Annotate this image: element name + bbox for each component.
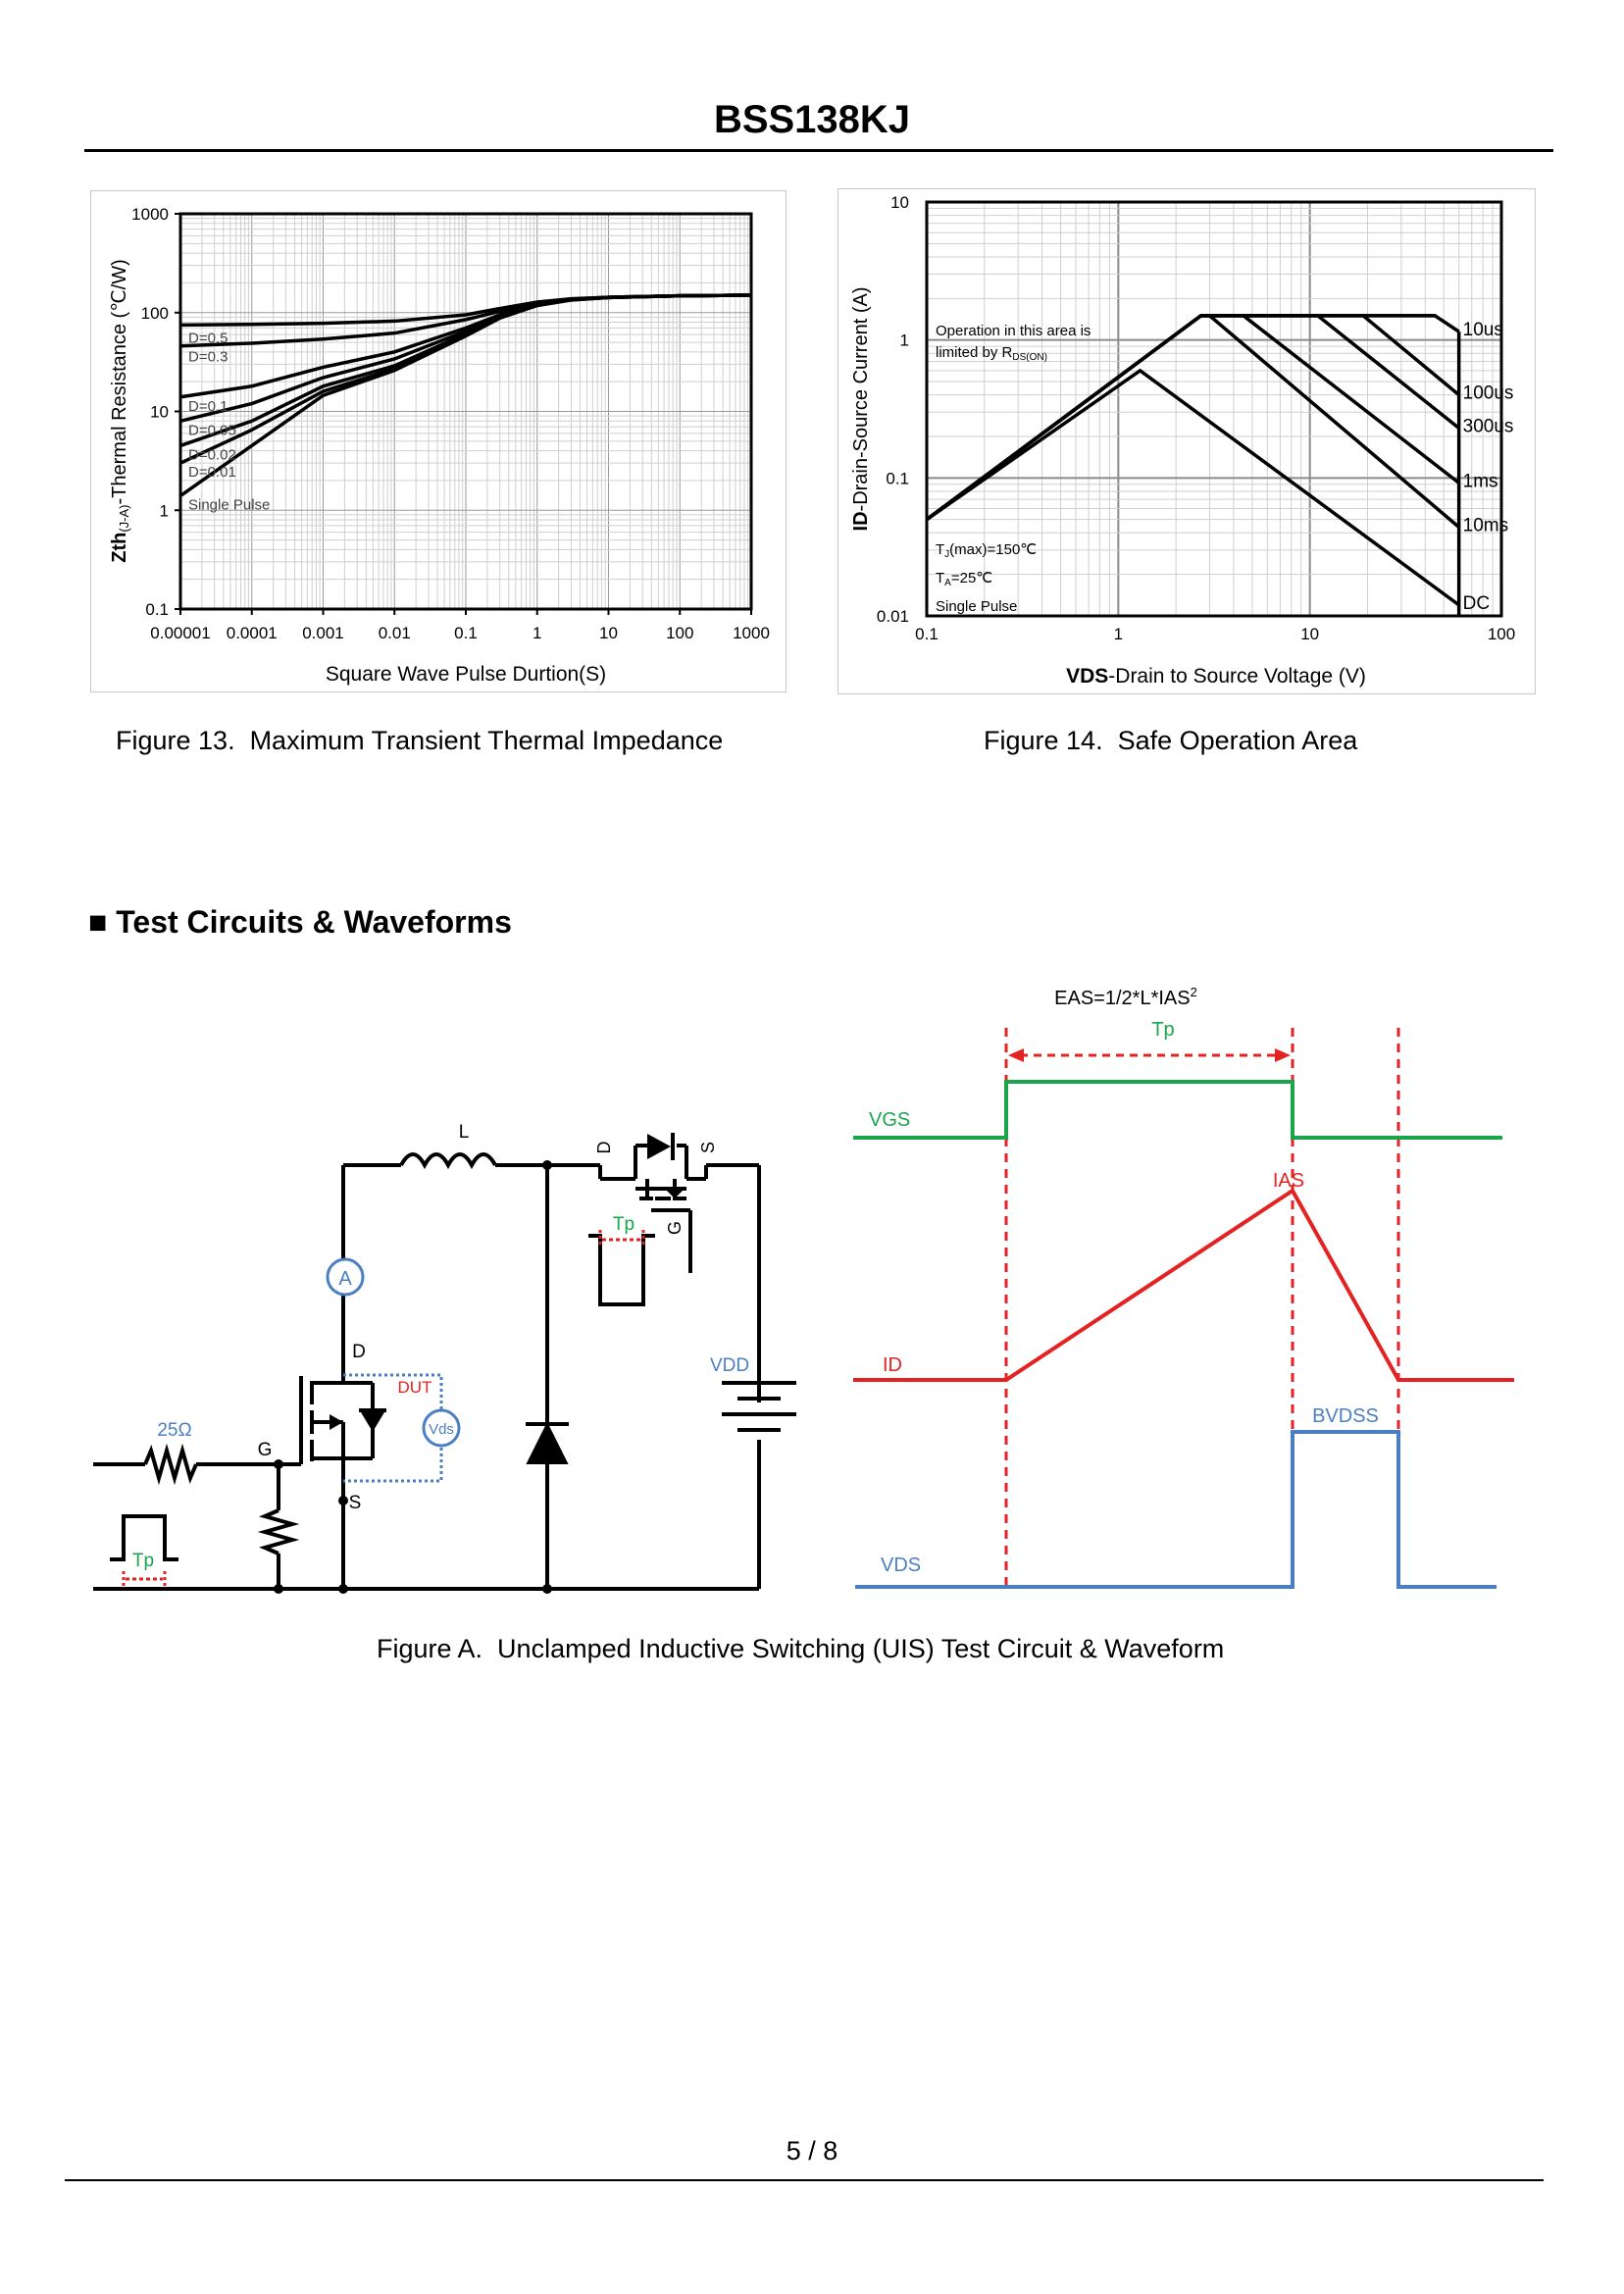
series-label: D=0.01 [188, 464, 236, 482]
ias-label: IAS [1272, 1170, 1305, 1192]
ammeter-label: A [338, 1268, 352, 1290]
aux-pulse-label: Tp [612, 1214, 635, 1235]
series-label: DC [1462, 592, 1491, 614]
aux-diode [647, 1134, 671, 1159]
dut-body-diode [361, 1410, 384, 1430]
x-tick-label: 0.001 [302, 624, 344, 642]
bvdss-label: BVDSS [1312, 1405, 1379, 1427]
x-tick-label: 10 [1300, 625, 1320, 643]
series-label: D=0.3 [188, 348, 228, 366]
vgs-label: VGS [869, 1109, 911, 1131]
y-tick-label: 1 [899, 331, 909, 350]
freewheel-diode [528, 1424, 567, 1463]
thermal-impedance-chart [90, 190, 787, 692]
junction-dot [338, 1496, 348, 1505]
figure-13 [90, 190, 787, 692]
series-label: 100us [1462, 382, 1514, 404]
voltmeter-label: Vds [429, 1421, 454, 1438]
safe-operating-area-chart [837, 188, 1536, 694]
aux-source-label: S [698, 1141, 718, 1154]
x-tick-label: 0.01 [378, 624, 411, 642]
inductor-label: L [458, 1122, 470, 1143]
source-label: S [348, 1493, 362, 1513]
soa-rds-note-line1: Operation in this area is [936, 323, 1091, 339]
x-tick-label: 1000 [733, 624, 770, 642]
resistor-zigzag [145, 1451, 196, 1478]
y-tick-label: 0.1 [145, 600, 169, 619]
figure-14 [837, 188, 1536, 694]
vds-trace [855, 1432, 1497, 1587]
soa-rds-note-line2: limited by $R_{DS(ON)}$ [936, 344, 1047, 363]
series-label: 300us [1462, 416, 1514, 437]
junction-dot [338, 1584, 348, 1594]
series-label: D=0.05 [188, 422, 236, 439]
figure-13-caption: Figure 13. Maximum Transient Thermal Impedance [116, 726, 724, 755]
tp-label: Tp [1151, 1019, 1175, 1041]
x-axis-title: Square Wave Pulse Durtion(S) [325, 663, 607, 686]
figure-a-caption: Figure A. Unclamped Inductive Switching (UIS) Test Circuit & Waveform [377, 1634, 1225, 1663]
series-label: 1ms [1462, 471, 1498, 492]
x-tick-label: 0.0001 [226, 624, 278, 642]
dut-label: DUT [397, 1378, 432, 1397]
dut-arrow [330, 1414, 343, 1430]
id-label: ID [883, 1354, 902, 1376]
vds-label: VDS [881, 1555, 922, 1576]
aux-drain-label: D [594, 1141, 614, 1154]
y-tick-label: 1000 [131, 205, 169, 224]
uis-test-figure [0, 971, 1624, 1657]
id-trace [853, 1191, 1514, 1380]
x-tick-label: 0.1 [915, 625, 939, 643]
pulse-label: Tp [131, 1551, 155, 1571]
junction-dot [274, 1459, 283, 1469]
y-tick-label: 0.01 [876, 607, 909, 626]
series-label: 10us [1462, 320, 1503, 341]
x-axis-title: VDS-Drain to Source Voltage (V) [1066, 665, 1366, 688]
resistor-label: 25Ω [157, 1420, 192, 1441]
x-tick-label: 0.1 [454, 624, 478, 642]
x-tick-label: 0.00001 [150, 624, 211, 642]
uis-test-circuit [93, 1146, 796, 1589]
y-axis-title: ID-Drain-Source Current (A) [850, 286, 872, 532]
x-tick-label: 100 [1487, 625, 1516, 643]
vgs-trace [853, 1082, 1502, 1138]
junction-dot [542, 1584, 552, 1594]
junction-dot [274, 1584, 283, 1594]
series-label: Single Pulse [188, 496, 271, 514]
junction-dot [542, 1160, 552, 1170]
y-tick-label: 10 [150, 402, 169, 422]
series-label: D=0.1 [188, 397, 228, 415]
x-tick-label: 1 [533, 624, 542, 642]
soa-condition-ta: $T_A=25℃$ [936, 570, 993, 588]
soa-condition-tj: $T_J(\max)=150℃$ [936, 541, 1038, 560]
series-label: 10ms [1462, 515, 1509, 536]
aux-gate-label: G [665, 1220, 685, 1236]
header-rule [84, 149, 1553, 152]
soa-condition-pulse: Single Pulse [936, 598, 1018, 615]
eas-formula: $EAS=1/2*L*IAS^2$ [1054, 985, 1197, 1009]
gate-label: G [257, 1440, 273, 1460]
y-tick-label: 100 [140, 303, 169, 323]
section-heading: ■ Test Circuits & Waveforms [88, 904, 512, 940]
inductor-coil [401, 1154, 495, 1165]
footer-rule [65, 2179, 1544, 2181]
vdd-label: VDD [709, 1355, 750, 1376]
figure-14-caption: Figure 14. Safe Operation Area [984, 726, 1358, 755]
gate-resistor-zigzag [265, 1510, 292, 1554]
y-axis-title: Zth(J-A)-Thermal Resistance (℃/W) [109, 259, 131, 563]
x-tick-label: 1 [1113, 625, 1124, 643]
drain-label: D [352, 1342, 366, 1362]
y-tick-label: 10 [890, 193, 909, 212]
series-label: D=0.02 [188, 446, 236, 464]
x-tick-label: 100 [666, 624, 694, 642]
x-tick-label: 10 [599, 624, 618, 642]
series-label: D=0.5 [188, 330, 228, 347]
uis-waveform [853, 1028, 1514, 1591]
document-title: BSS138KJ [713, 98, 911, 141]
page-number: 5 / 8 [786, 2136, 838, 2166]
y-tick-label: 0.1 [886, 469, 909, 488]
y-tick-label: 1 [159, 501, 169, 521]
